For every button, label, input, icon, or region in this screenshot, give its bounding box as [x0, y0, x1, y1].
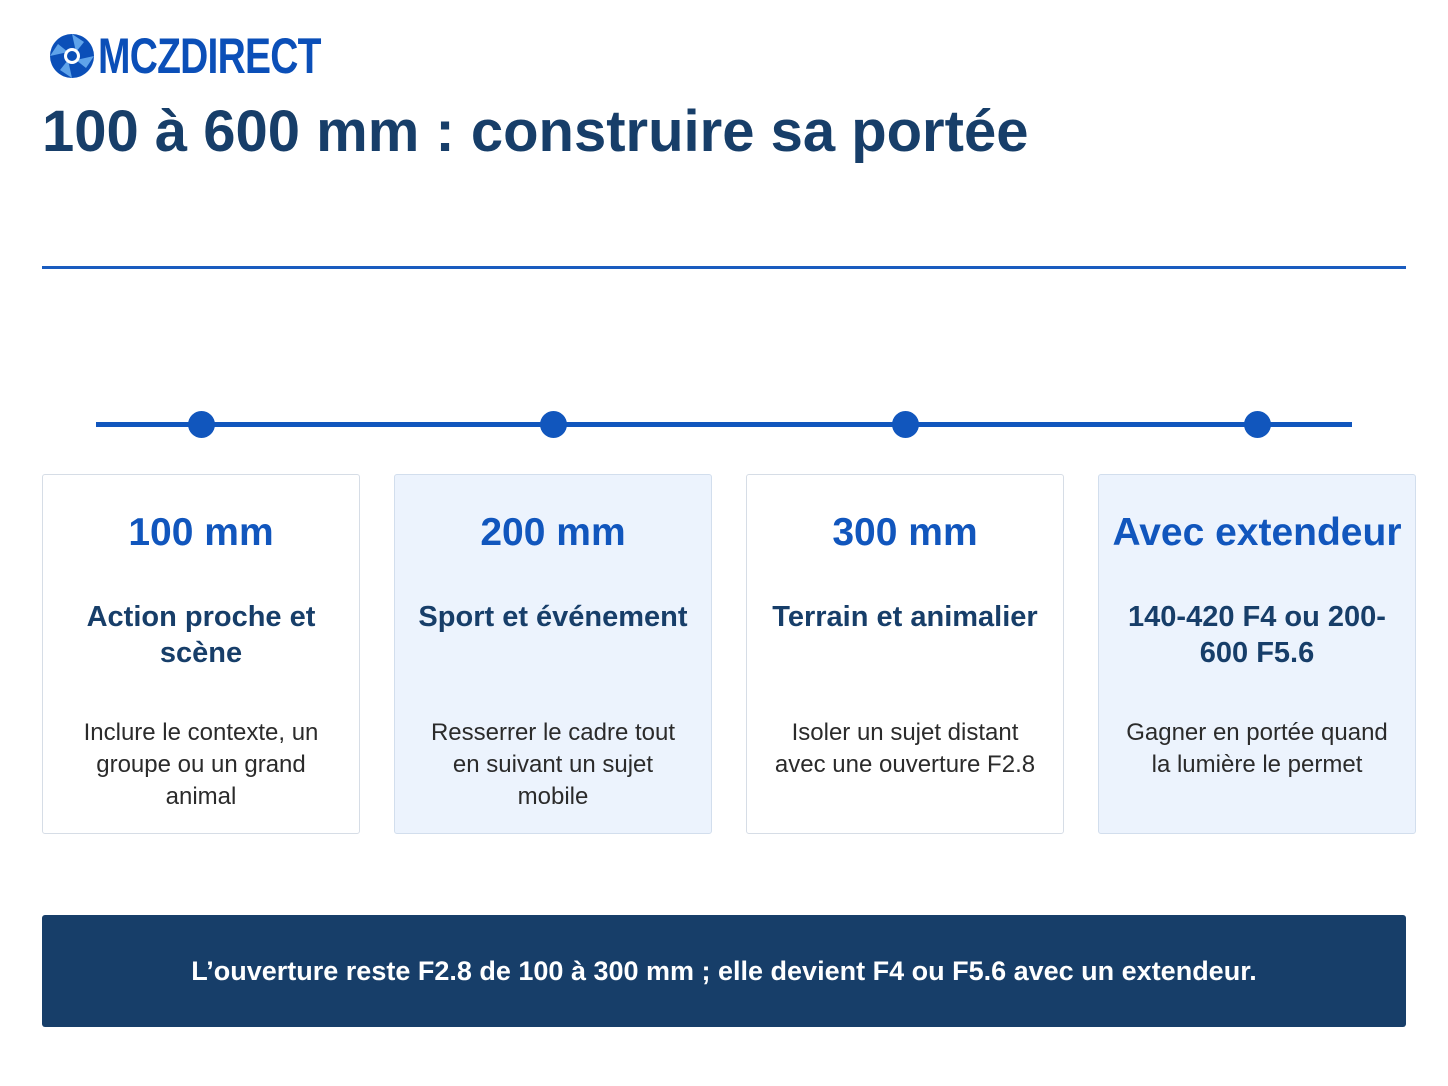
title-divider — [42, 266, 1406, 269]
timeline-line — [96, 422, 1352, 427]
footer-banner — [42, 915, 1406, 1027]
stage-card-100mm — [42, 474, 360, 834]
page-title: 100 à 600 mm : construire sa portée — [42, 99, 1029, 164]
stage-card-extender — [1098, 474, 1416, 834]
camera-aperture-icon — [48, 32, 96, 80]
stage-subtitle: Action proche et scène — [86, 601, 316, 669]
stage-subtitle: 140-420 F4 ou 200-600 F5.6 — [1128, 601, 1386, 669]
timeline-dot-2 — [540, 411, 567, 438]
stage-heading: 200 mm — [480, 511, 626, 554]
stage-heading: Avec extendeur — [1112, 511, 1402, 554]
stage-description: Gagner en portée quand la lumière le permet — [1126, 719, 1388, 778]
stage-subtitle: Sport et événement — [418, 601, 688, 633]
timeline-dot-4 — [1244, 411, 1271, 438]
brand-name: MCZDIRECT — [98, 28, 321, 84]
stage-card-200mm — [394, 474, 712, 834]
timeline-dot-3 — [892, 411, 919, 438]
footer-text: L’ouverture reste F2.8 de 100 à 300 mm ; elle devient F4 ou F5.6 avec un extendeur. — [191, 955, 1257, 986]
brand-logo — [48, 28, 383, 84]
timeline-dot-1 — [188, 411, 215, 438]
stage-subtitle: Terrain et animalier — [772, 601, 1038, 633]
stage-description: Resserrer le cadre tout en suivant un sujet mobile — [430, 719, 676, 810]
stage-description: Inclure le contexte, un groupe ou un grand animal — [83, 719, 319, 810]
stage-description: Isoler un sujet distant avec une ouverture F2.8 — [774, 719, 1036, 778]
stage-card-300mm — [746, 474, 1064, 834]
stage-heading: 300 mm — [832, 511, 978, 554]
stage-heading: 100 mm — [128, 511, 274, 554]
